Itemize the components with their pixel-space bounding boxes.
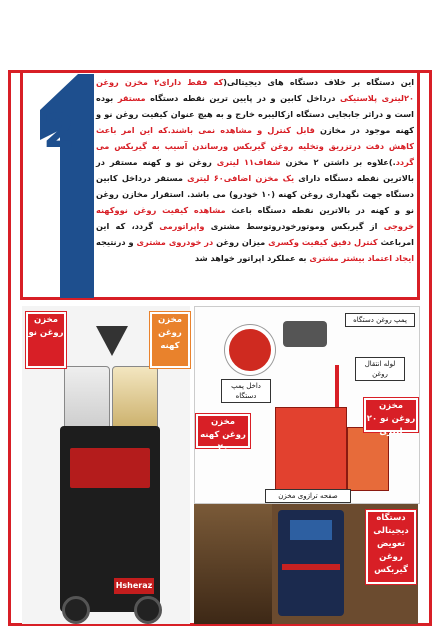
workshop-background (194, 504, 272, 624)
pump-motor-icon (283, 321, 327, 347)
wheel-icon (62, 596, 90, 624)
callout-level: صفحه ترازوی مخزن (265, 489, 351, 503)
label-new-oil-20: مخزن روغن نو ۲۰ لیتری (364, 398, 418, 432)
digital-screen (290, 520, 332, 540)
brand-label: Hsheraz (114, 578, 154, 594)
funnel-icon (96, 326, 128, 356)
label-old-oil-tank: مخزن روغن کهنه (150, 312, 190, 368)
pump-gear-icon (225, 325, 275, 375)
label-old-oil-20: مخزن روغن کهنه ۲۰ (196, 414, 250, 448)
callout-pump: پمپ روغن دستگاه (345, 313, 415, 327)
control-panel (70, 448, 150, 488)
number-badge: 2 (42, 104, 75, 158)
red-stripe (282, 564, 340, 570)
label-digital-device: دستگاه دیجیتالی تعویض روغن گیربکس (366, 510, 416, 584)
callout-valve: داخل پمپ دستگاه (221, 379, 271, 403)
old-oil-tank-graphic (275, 407, 347, 491)
description-paragraph: این دستگاه بر خلاف دستگاه های دیجیتالی(که فقط دارای۲ مخزن روغن ۲۰لیتری پلاستیکی درداخل کابین و در پایین ترین نقطه دستگاه مستقر بوده است و دراثر جابجایی دستگاه ازکالیبره خارج و به هیچ عنوان کیفیت روغن نو و کهنه موجود در مخازن قابل کنترل و مشاهده نمی باشند.که این امر باعث کاهش دقت درتزریق وتخلیه روغن گیربکس ورساندن آسیب به گیربکس می گردد.)علاوه بر داشتن ۲ مخزن شفاف۱۱ لیتری روغن نو و کهنه مستقر در بالاترین نقطه دستگاه دارای یک مخزن اضافی۶۰ لیتری مستقر درداخل کابین دستگاه جهت نگهداری روغن کهنه (۱۰ خودرو) می باشد. استقرار مخازن روغن نو و کهنه در بالاترین نقطه دستگاه باعث مشاهده کیفیت روغن نووکهنه خروجی از گیربکس وموتورخودروتوسط مشتری واپراتورمی گردد، که این امرباعث کنترل دقیق کیفیت وکسری میزان روغن در خودروی مشتری و درنتیجه ایجاد اعتماد بیشتر مشتری به عملکرد اپراتور خواهد شد (96, 77, 414, 263)
label-new-oil-tank: مخزن روغن نو (26, 312, 66, 368)
wheel-icon (134, 596, 162, 624)
flow-arrow (335, 365, 339, 407)
callout-pipe: لوله انتقال روغن (355, 357, 405, 381)
